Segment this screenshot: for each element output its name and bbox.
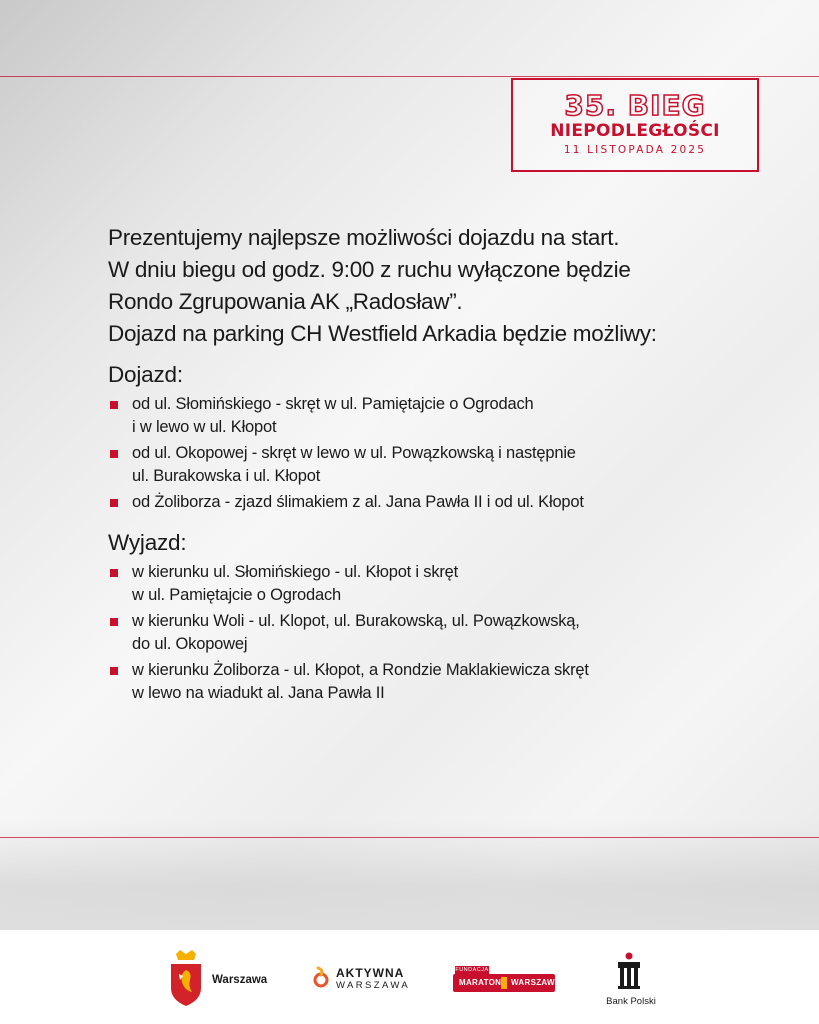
aktywna-label-1: AKTYWNA	[336, 966, 405, 980]
list-item: od ul. Słomińskiego - skręt w ul. Pamiętajcie o Ogrodach i w lewo w ul. Kłopot	[108, 393, 788, 439]
list-item: w kierunku Woli - ul. Klopot, ul. Burakowską, ul. Powązkowską, do ul. Okopowej	[108, 610, 788, 656]
main-content	[108, 222, 788, 705]
sponsor-footer	[0, 930, 819, 1024]
aktywna-label-2: WARSZAWA	[336, 980, 411, 991]
intro-line: Prezentujemy najlepsze możliwości dojazdu na start.	[108, 225, 620, 250]
bullet-square-icon	[110, 499, 118, 507]
intro-text	[108, 222, 788, 350]
maraton-label-a: MARATON	[459, 978, 502, 987]
aktywna-swirl-icon	[312, 966, 330, 988]
bullet-square-icon	[110, 401, 118, 409]
maraton-label-b: WARSZAWSKI	[511, 978, 570, 987]
runner-icon	[501, 977, 507, 989]
logo-event-number: 35. BIEG	[564, 89, 706, 122]
intro-line: W dniu biegu od godz. 9:00 z ruchu wyłączone będzie	[108, 257, 631, 282]
bullet-square-icon	[110, 618, 118, 626]
intro-line: Rondo Zgrupowania AK „Radosław”.	[108, 289, 463, 314]
list-item: w kierunku ul. Słomińskiego - ul. Kłopot i skręt w ul. Pamiętajcie o Ogrodach	[108, 561, 788, 607]
top-divider	[0, 76, 819, 77]
bullet-square-icon	[110, 569, 118, 577]
list-item: w kierunku Żoliborza - ul. Kłopot, a Rondzie Maklakiewicza skręt w lewo na wiadukt al. Jana Pawła II	[108, 659, 788, 705]
bottom-divider	[0, 837, 819, 838]
maraton-small-label: FUNDACJA	[455, 967, 489, 973]
bullet-square-icon	[110, 667, 118, 675]
list-item: od ul. Okopowej - skręt w lewo w ul. Powązkowską i następnie ul. Burakowska i ul. Kłopot	[108, 442, 788, 488]
wyjazd-heading: Wyjazd:	[108, 530, 187, 555]
aktywna-warszawa-logo	[312, 964, 422, 994]
fundacja-maraton-warszawski-logo	[453, 966, 570, 994]
bullet-square-icon	[110, 450, 118, 458]
maraton-bar	[453, 974, 570, 992]
logo-event-name: NIEPODLEGŁOŚCI	[550, 121, 720, 141]
dojazd-list	[108, 393, 788, 514]
warszawa-logo	[168, 950, 288, 1010]
wyjazd-list	[108, 561, 788, 705]
pko-emblem-icon	[616, 952, 642, 990]
logo-event-date: 11 LISTOPADA 2025	[563, 144, 707, 156]
list-item: od Żoliborza - zjazd ślimakiem z al. Jana Pawła II i od ul. Kłopot	[108, 491, 788, 514]
warszawa-label: Warszawa	[212, 974, 268, 986]
intro-line: Dojazd na parking CH Westfield Arkadia będzie możliwy:	[108, 321, 657, 346]
pko-bank-polski-logo	[600, 952, 662, 1012]
event-logo	[511, 78, 759, 172]
pko-label: Bank Polski	[606, 996, 656, 1007]
dojazd-heading: Dojazd:	[108, 362, 183, 387]
warsaw-crest-icon	[168, 950, 204, 1006]
